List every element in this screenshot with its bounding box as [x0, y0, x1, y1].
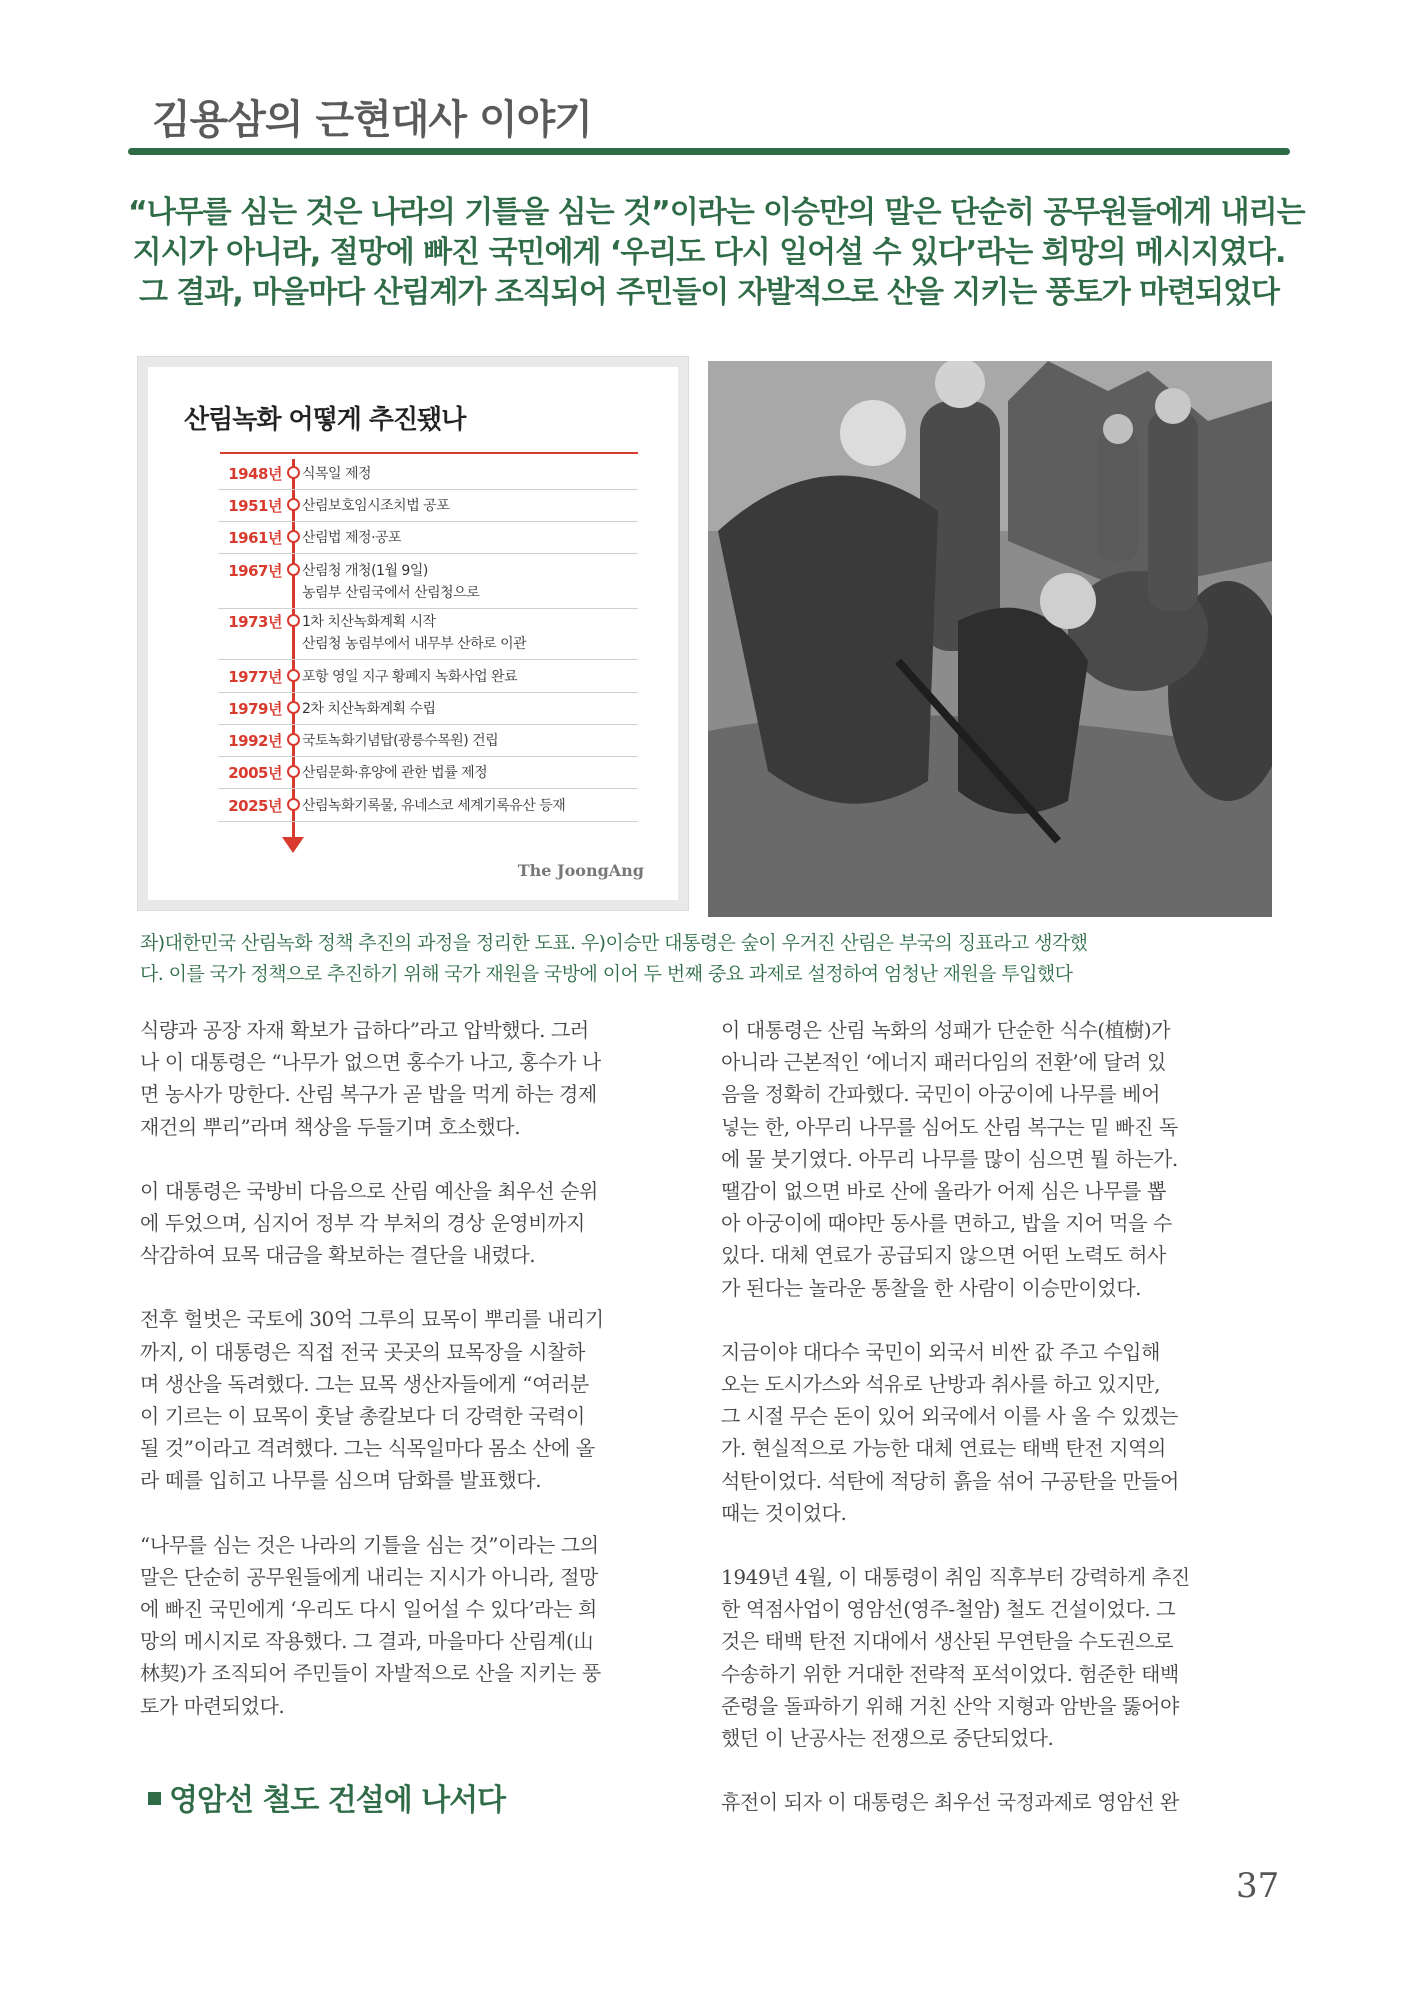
timeline-event-year: 2025년	[228, 797, 282, 815]
timeline-event-line: 포항 영일 지구 황폐지 녹화사업 완료	[302, 669, 518, 685]
timeline-dot-icon	[287, 733, 300, 746]
body-line: 했던 이 난공사는 전쟁으로 중단되었다.	[721, 1726, 1054, 1751]
timeline-event-description	[302, 495, 642, 517]
timeline-dot-icon	[287, 765, 300, 778]
running-header-title: 김용삼의 근현대사 이야기	[152, 97, 592, 143]
body-line: 휴전이 되자 이 대통령은 최우선 국정과제로 영암선 완	[721, 1790, 1179, 1815]
timeline-event-description	[302, 560, 642, 604]
body-line: “나무를 심는 것은 나라의 기틀을 심는 것”이라는 그의	[140, 1532, 599, 1557]
body-paragraph	[721, 1336, 1281, 1529]
timeline-separator	[218, 659, 638, 660]
timeline-dot-icon	[287, 669, 300, 682]
timeline-event-year: 1951년	[228, 497, 282, 515]
caption-line: 다. 이를 국가 정책으로 추진하기 위해 국가 재원을 국방에 이어 두 번째 중요 과제로 설정하여 엄청난 재원을 투입했다	[140, 963, 1073, 985]
body-line: 에 두었으며, 심지어 정부 각 부처의 경상 운영비까지	[140, 1211, 585, 1236]
timeline-event-line: 산림보호임시조치법 공포	[302, 498, 450, 514]
body-line: 까지, 이 대통령은 직접 전국 곳곳의 묘목장을 시찰하	[140, 1339, 585, 1364]
body-paragraph	[140, 1303, 700, 1496]
body-paragraph	[140, 1175, 700, 1272]
pullquote	[128, 193, 1305, 313]
body-line: 재건의 뿌리”라며 책상을 두들기며 호소했다.	[140, 1114, 521, 1139]
timeline-chart-title: 산림녹화 어떻게 추진됐나	[184, 405, 466, 435]
body-line: 며 생산을 독려했다. 그는 묘목 생산자들에게 “여러분	[140, 1371, 589, 1396]
pullquote-line: 지시가 아니라, 절망에 빠진 국민에게 ‘우리도 다시 일어설 수 있다’라는 희망의 메시지였다.	[132, 235, 1286, 270]
timeline-event-line: 1차 치산녹화계획 시작	[302, 614, 436, 630]
square-bullet-icon	[148, 1792, 161, 1805]
body-paragraph	[140, 1014, 700, 1143]
timeline-arrow-icon	[282, 837, 304, 853]
timeline-event-year: 1992년	[228, 732, 282, 750]
body-line: 林契)가 조직되어 주민들이 자발적으로 산을 지키는 풍	[140, 1661, 601, 1686]
body-line: 가. 현실적으로 가능한 대체 연료는 태백 탄전 지역의	[721, 1436, 1166, 1461]
pullquote-line: 그 결과, 마을마다 산림계가 조직되어 주민들이 자발적으로 산을 지키는 풍토가 마련되었다	[138, 275, 1280, 310]
section-heading	[148, 1775, 505, 1819]
timeline-event-description	[302, 730, 642, 752]
timeline-chart-source: The JoongAng	[517, 861, 644, 880]
timeline-dot-icon	[287, 530, 300, 543]
timeline-event-line: 산림녹화기록물, 유네스코 세계기록유산 등재	[302, 798, 566, 814]
timeline-event-year: 1979년	[228, 700, 282, 718]
body-column-left	[140, 1014, 700, 1754]
timeline-event-description	[302, 463, 642, 485]
timeline-event-line: 식목일 제정	[302, 466, 372, 482]
body-line: 음을 정확히 간파했다. 국민이 아궁이에 나무를 베어	[721, 1082, 1161, 1107]
timeline-event-year: 1948년	[228, 465, 282, 483]
body-line: 1949년 4월, 이 대통령이 취임 직후부터 강력하게 추진	[721, 1565, 1190, 1590]
timeline-event-year: 2005년	[228, 764, 282, 782]
timeline-separator	[218, 489, 638, 490]
timeline-separator	[218, 821, 638, 822]
timeline-separator	[218, 608, 638, 609]
body-line: 식량과 공장 자재 확보가 급하다”라고 압박했다. 그러	[140, 1018, 589, 1042]
timeline-title-rule	[220, 452, 638, 454]
page-number: 37	[1236, 1866, 1280, 1906]
timeline-event-description	[302, 762, 642, 784]
body-line: 망의 메시지로 작용했다. 그 결과, 마을마다 산림계(山	[140, 1629, 594, 1654]
caption-line: 좌)대한민국 산림녹화 정책 추진의 과정을 정리한 도표. 우)이승만 대통령은 숲이 우거진 산림은 부국의 징표라고 생각했	[140, 932, 1088, 954]
timeline-event-line: 2차 치산녹화계획 수립	[302, 701, 436, 717]
header-rule	[128, 148, 1290, 155]
timeline-event-line: 산림청 개청(1월 9일)	[302, 563, 428, 579]
timeline-dot-icon	[287, 701, 300, 714]
body-line: 넣는 한, 아무리 나무를 심어도 산림 복구는 밑 빠진 독	[721, 1114, 1178, 1139]
timeline-event-year: 1961년	[228, 529, 282, 547]
timeline-event-line: 산림청 농림부에서 내무부 산하로 이관	[302, 636, 527, 652]
timeline-dot-icon	[287, 466, 300, 479]
timeline-event-line: 국토녹화기념탑(광릉수목원) 건립	[302, 733, 499, 749]
body-column-right	[721, 1014, 1281, 1850]
body-line: 면 농사가 망한다. 산림 복구가 곧 밥을 먹게 하는 경제	[140, 1082, 597, 1107]
body-line: 삭감하여 묘목 대금을 확보하는 결단을 내렸다.	[140, 1243, 536, 1268]
body-line: 아니라 근본적인 ‘에너지 패러다임의 전환’에 달려 있	[721, 1050, 1166, 1075]
body-line: 아 아궁이에 때야만 동사를 면하고, 밥을 지어 먹을 수	[721, 1211, 1172, 1236]
timeline-separator	[218, 724, 638, 725]
body-line: 에 물 붓기였다. 아무리 나무를 많이 심으면 뭘 하는가.	[721, 1146, 1178, 1171]
body-line: 있다. 대체 연료가 공급되지 않으면 어떤 노력도 허사	[721, 1243, 1166, 1268]
body-line: 석탄이었다. 석탄에 적당히 흙을 섞어 구공탄을 만들어	[721, 1468, 1179, 1493]
body-line: 이 대통령은 산림 녹화의 성패가 단순한 식수(植樹)가	[721, 1018, 1171, 1042]
timeline-separator	[218, 788, 638, 789]
body-line: 오는 도시가스와 석유로 난방과 취사를 하고 있지만,	[721, 1372, 1161, 1397]
body-line: 지금이야 대다수 국민이 외국서 비싼 값 주고 수입해	[721, 1339, 1161, 1364]
body-line: 전후 헐벗은 국토에 30억 그루의 묘목이 뿌리를 내리기	[140, 1307, 604, 1332]
timeline-separator	[218, 521, 638, 522]
timeline-event-line: 산림법 제정·공포	[302, 530, 402, 546]
timeline-event-description	[302, 611, 642, 655]
body-line: 수송하기 위한 거대한 전략적 포석이었다. 험준한 태백	[721, 1661, 1179, 1686]
timeline-event-line: 농림부 산림국에서 산림청으로	[302, 585, 480, 601]
body-line: 것은 태백 탄전 지대에서 생산된 무연탄을 수도권으로	[721, 1629, 1173, 1654]
timeline-dot-icon	[287, 798, 300, 811]
timeline-event-year: 1967년	[228, 562, 282, 580]
body-line: 때는 것이었다.	[721, 1500, 847, 1525]
historical-photo	[708, 361, 1272, 917]
figure-caption	[140, 928, 1290, 990]
body-paragraph	[140, 1529, 700, 1722]
body-line: 나 이 대통령은 “나무가 없으면 홍수가 나고, 홍수가 나	[140, 1050, 601, 1075]
body-line: 가 된다는 놀라운 통찰을 한 사람이 이승만이었다.	[721, 1275, 1142, 1300]
timeline-event-year: 1977년	[228, 668, 282, 686]
timeline-event-description	[302, 527, 642, 549]
timeline-separator	[218, 692, 638, 693]
timeline-event-description	[302, 698, 642, 720]
timeline-event-description	[302, 795, 642, 817]
body-line: 라 떼를 입히고 나무를 심으며 담화를 발표했다.	[140, 1468, 542, 1493]
body-line: 그 시절 무슨 돈이 있어 외국에서 이를 사 올 수 있겠는	[721, 1404, 1178, 1429]
section-heading-text: 영암선 철도 건설에 나서다	[169, 1783, 506, 1818]
timeline-event-year: 1973년	[228, 613, 282, 631]
body-paragraph	[721, 1786, 1281, 1818]
body-line: 말은 단순히 공무원들에게 내리는 지시가 아니라, 절망	[140, 1564, 598, 1589]
timeline-chart	[148, 367, 678, 900]
pullquote-line: “나무를 심는 것은 나라의 기틀을 심는 것”이라는 이승만의 말은 단순히 공무원들에게 내리는	[128, 195, 1305, 230]
timeline-separator	[218, 553, 638, 554]
timeline-event-line: 산림문화·휴양에 관한 법률 제정	[302, 765, 488, 781]
body-line: 토가 마련되었다.	[140, 1693, 285, 1718]
timeline-event-description	[302, 666, 642, 688]
timeline-dot-icon	[287, 498, 300, 511]
timeline-axis-line	[292, 459, 295, 839]
body-line: 될 것”이라고 격려했다. 그는 식목일마다 몸소 산에 올	[140, 1436, 595, 1461]
body-paragraph	[721, 1561, 1281, 1754]
timeline-separator	[218, 756, 638, 757]
body-line: 준령을 돌파하기 위해 거친 산악 지형과 암반을 뚫어야	[721, 1693, 1179, 1718]
body-line: 에 빠진 국민에게 ‘우리도 다시 일어설 수 있다’라는 희	[140, 1597, 597, 1622]
timeline-dot-icon	[287, 563, 300, 576]
body-line: 한 역점사업이 영암선(영주-철암) 철도 건설이었다. 그	[721, 1597, 1176, 1622]
body-line: 이 기르는 이 묘목이 훗날 총칼보다 더 강력한 국력이	[140, 1404, 585, 1429]
body-line: 땔감이 없으면 바로 산에 올라가 어제 심은 나무를 뽑	[721, 1179, 1166, 1204]
body-line: 이 대통령은 국방비 다음으로 산림 예산을 최우선 순위	[140, 1178, 598, 1203]
timeline-dot-icon	[287, 614, 300, 627]
tree-planting-photo-illustration	[708, 361, 1272, 917]
body-paragraph	[721, 1014, 1281, 1304]
